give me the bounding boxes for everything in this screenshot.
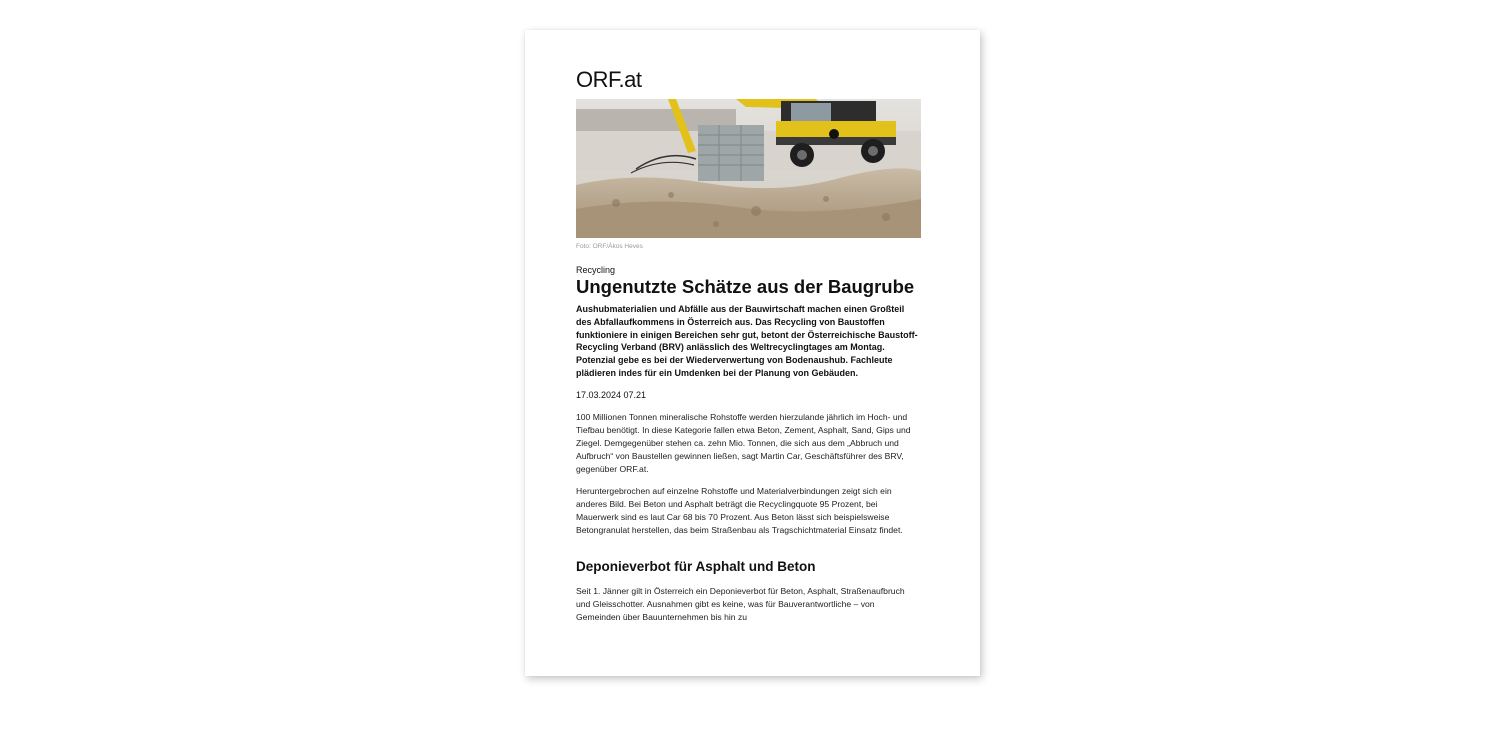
article-title: Ungenutzte Schätze aus der Baugrube bbox=[576, 276, 915, 297]
article-kicker: Recycling bbox=[576, 265, 616, 275]
article-paragraph: 100 Millionen Tonnen mineralische Rohstoffe werden hierzulande jährlich im Hoch- und Tiefbau benötigt. In diese Kategorie fallen etwa Beton, Zement, Asphalt, Sand, Gips und Ziegel. Demgegenüber stehen ca. zehn Mio. Tonnen, die sich aus dem „Abbruch und Aufbruch“ von Baustellen gewinnen ließen, sagt Martin Car, Geschäftsführer des BRV, gegenüber ORF.at. bbox=[576, 412, 911, 474]
document-page bbox=[525, 30, 980, 676]
article-paragraph: Heruntergebrochen auf einzelne Rohstoffe und Materialverbindungen zeigt sich ein anderes Bild. Bei Beton und Asphalt beträgt die Recyclingquote 95 Prozent, bei Mauerwerk sind es laut Car 68 bis 70 Prozent. Aus Beton lässt sich beispielsweise Betongranulat herstellen, das beim Straßenbau als Tragschichtmaterial Einsatz findet. bbox=[576, 486, 903, 535]
article-subheading: Deponieverbot für Asphalt und Beton bbox=[576, 559, 816, 574]
site-logo[interactable]: ORF.at bbox=[576, 67, 642, 92]
photo-credit: Foto: ORF/Ákos Heves bbox=[576, 243, 643, 250]
article-date: 17.03.2024 07.21 bbox=[576, 390, 647, 400]
article-paragraph: Seit 1. Jänner gilt in Österreich ein Deponieverbot für Beton, Asphalt, Straßenaufbruch und Gleisschotter. Ausnahmen gibt es keine, was für Bauverantwortliche – von Gemeinden über Bauunternehmen bis hin zu bbox=[576, 586, 905, 622]
article-photo bbox=[576, 99, 921, 238]
article-lead: Aushubmaterialien und Abfälle aus der Bauwirtschaft machen einen Großteil des Abfallaufkommens in Österreich aus. Das Recycling von Baustoffen funktioniere in einigen Bereichen sehr gut, betont der Österreichische Baustoff-Recycling Verband (BRV) anlässlich des Weltrecyclingtages am Montag. Potenzial gebe es bei der Wiederverwertung von Bodenaushub. Fachleute plädieren indes für ein Umdenken bei der Planung von Gebäuden. bbox=[576, 304, 918, 378]
